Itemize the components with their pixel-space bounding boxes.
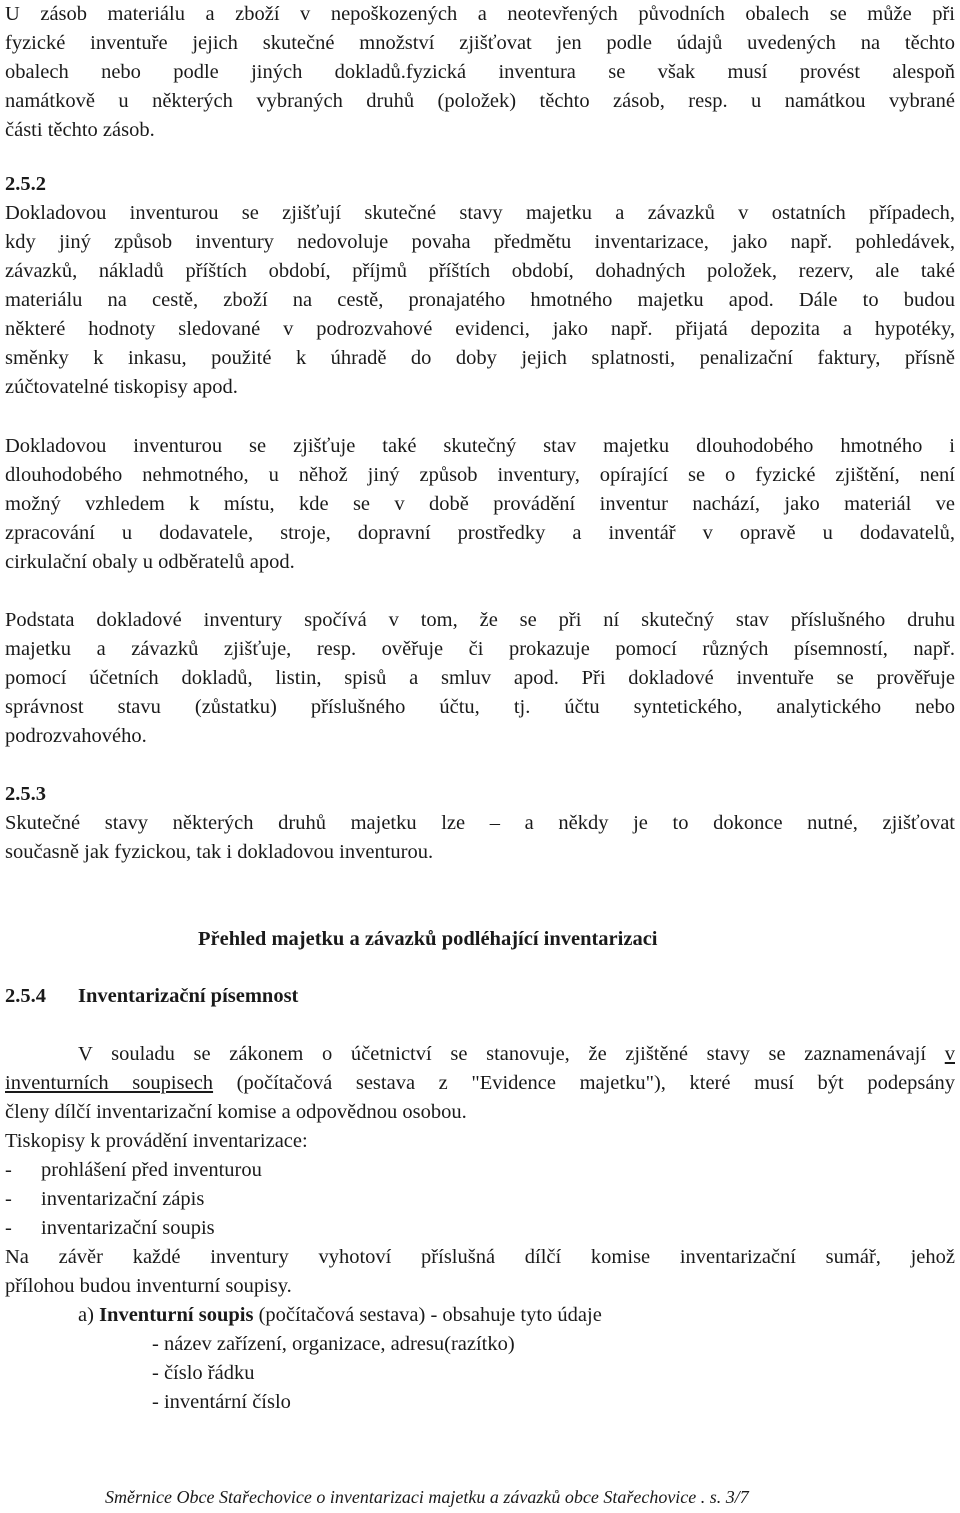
section-252-line: zúčtovatelné tiskopisy apod. [5,376,238,398]
section-number-254: 2.5.4 [5,985,46,1007]
section-252-line: směnky k inkasu, použité k úhradě do doby jejich splatnosti, penalizační faktury, přísně [5,347,955,369]
para3-line: cirkulační obaly u odběratelů apod. [5,551,295,573]
para5-line2-rest: (počítačová sestava z "Evidence majetku"), které musí být podepsány [213,1072,955,1094]
page-footer: Směrnice Obce Stařechovice o inventarizaci majetku a závazků obce Stařechovice . s. 3/7 [105,1487,749,1507]
para1-line: fyzické inventuře jejich skutečné množství zjišťovat jen podle údajů uvedených na těchto [5,32,955,54]
overview-heading: Přehled majetku a závazků podléhající inventarizaci [198,928,658,950]
para3-line: dlouhodobého nehmotného, u něhož jiný způsob inventury, opírající se o fyzické zjištění, není [5,464,955,486]
section-252-line: kdy jiný způsob inventury nedovoluje povaha předmětu inventarizace, jako např. pohledávek, [5,231,955,253]
para5-line-3: členy dílčí inventarizační komise a odpovědnou osobou. [5,1101,467,1123]
section-252-line: závazků, nákladů příštích období, příjmů příštích období, dohadných položek, rezerv, ale také [5,260,955,282]
item-a-bold: Inventurní soupis [99,1304,254,1326]
section-253-line: Skutečné stavy některých druhů majetku lze – a někdy je to dokonce nutné, zjišťovat [5,812,955,834]
para6-line: přílohou budou inventurní soupisy. [5,1275,292,1297]
forms-dash: - [5,1159,12,1181]
para5-line1-underlined: v [944,1043,955,1065]
para5-line1-text: V souladu se zákonem o účetnictví se stanovuje, že zjištěné stavy se zaznamenávají [78,1043,945,1065]
item-a-prefix: a) [78,1304,100,1326]
section-252-line: materiálu na cestě, zboží na cestě, pronajatého hmotného majetku apod. Dále to budou [5,289,955,311]
section-252-line: Dokladovou inventurou se zjišťují skutečné stavy majetku a závazků v ostatních případech, [5,202,955,224]
item-a-list-item: - název zařízení, organizace, adresu(razítko) [152,1333,515,1355]
forms-item: inventarizační zápis [41,1188,205,1210]
section-254-title: Inventarizační písemnost [78,985,299,1007]
para5-line-2 [5,1069,955,1098]
para4-line: podrozvahového. [5,725,147,747]
para1-line: U zásob materiálu a zboží v nepoškozených a neotevřených původních obalech se může při [5,3,955,25]
para1-line: obalech nebo podle jiných dokladů.fyzická inventura se však musí provést alespoň [5,61,955,83]
para5-line-1 [78,1040,955,1069]
para4-line: správnost stavu (zůstatku) příslušného účtu, tj. účtu syntetického, analytického nebo [5,696,955,718]
para6-line: Na závěr každé inventury vyhotoví příslušná dílčí komise inventarizační sumář, jehož [5,1246,955,1268]
forms-dash: - [5,1188,12,1210]
para4-line: majetku a závazků zjišťuje, resp. ověřuje či prokazuje pomocí různých písemností, např. [5,638,955,660]
para1-line: namátkově u některých vybraných druhů (položek) těchto zásob, resp. u namátkou vybrané [5,90,955,112]
forms-intro: Tiskopisy k provádění inventarizace: [5,1130,308,1152]
section-number-253: 2.5.3 [5,783,46,805]
para4-line: pomocí účetních dokladů, listin, spisů a smluv apod. Při dokladové inventuře se prověřuje [5,667,955,689]
section-253-line: současně jak fyzickou, tak i dokladovou inventurou. [5,841,434,863]
section-number-252: 2.5.2 [5,173,46,195]
para3-line: Dokladovou inventurou se zjišťuje také skutečný stav majetku dlouhodobého hmotného i [5,435,955,457]
para1-line: části těchto zásob. [5,119,155,141]
item-a-rest: (počítačová sestava) - obsahuje tyto údaje [253,1304,602,1326]
forms-item: prohlášení před inventurou [41,1159,262,1181]
para3-line: možný vzhledem k místu, kde se v době provádění inventur nachází, jako materiál ve [5,493,955,515]
item-a [78,1301,602,1330]
para5-underlined-term: inventurních soupisech [5,1072,214,1094]
para4-line: Podstata dokladové inventury spočívá v tom, že se při ní skutečný stav příslušného druhu [5,609,955,631]
forms-item: inventarizační soupis [41,1217,215,1239]
forms-dash: - [5,1217,12,1239]
item-a-list-item: - inventární číslo [152,1391,291,1413]
para3-line: zpracování u dodavatele, stroje, dopravní prostředky a inventář v opravě u dodavatelů, [5,522,955,544]
item-a-list-item: - číslo řádku [152,1362,255,1384]
section-252-line: některé hodnoty sledované v podrozvahové evidenci, jako např. přijatá depozita a hypotéky, [5,318,955,340]
